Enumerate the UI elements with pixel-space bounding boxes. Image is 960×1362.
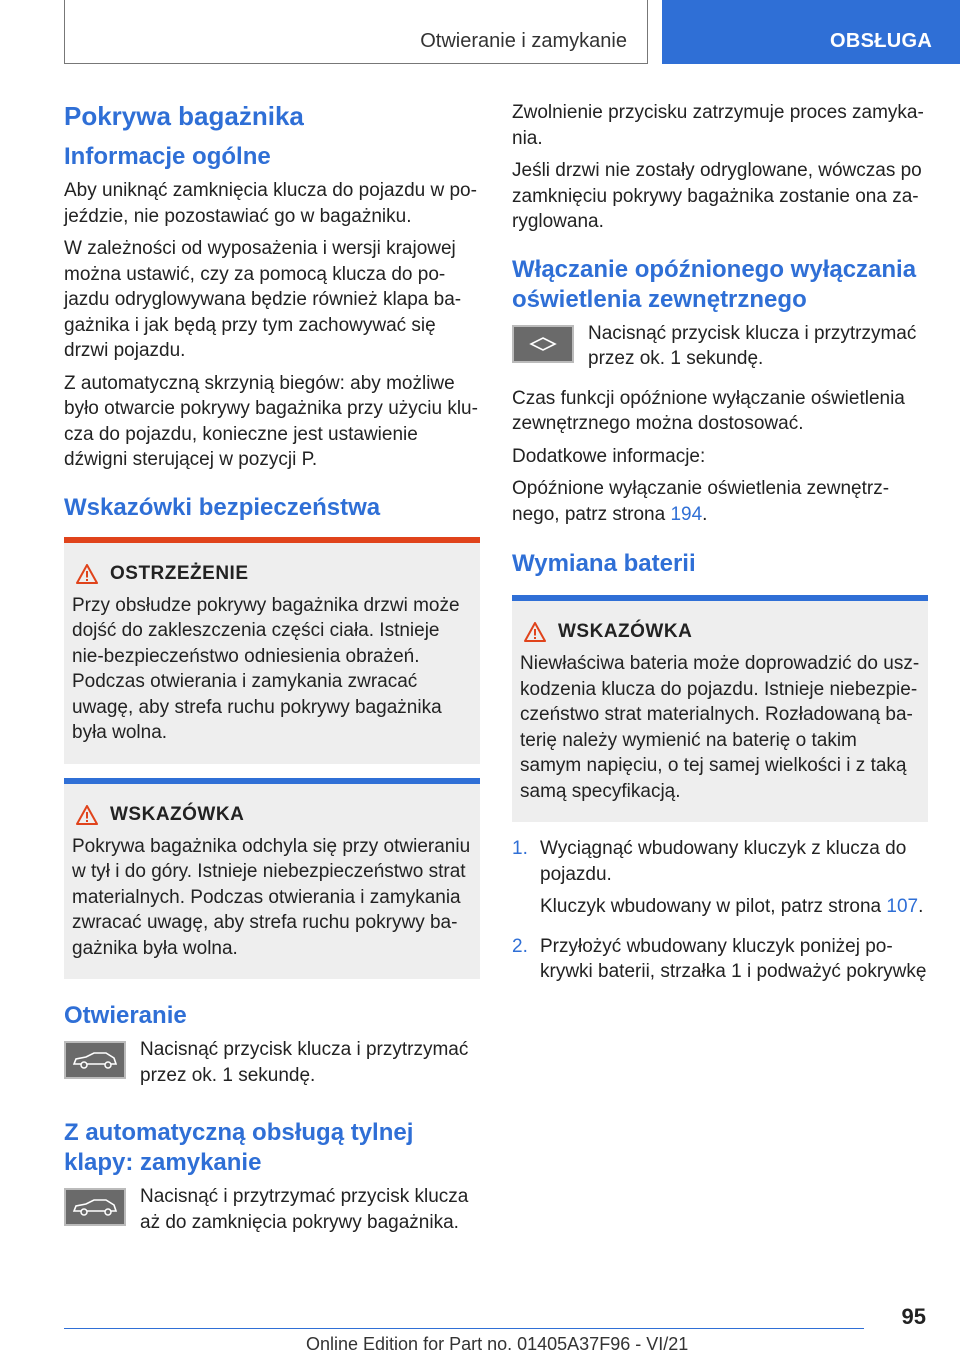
- header-chapter-label: OBSŁUGA: [830, 30, 933, 52]
- page-number: 95: [901, 1304, 926, 1329]
- page-title: Pokrywa bagażnika: [64, 101, 304, 131]
- battery-notice-title: WSKAZÓWKA: [558, 621, 693, 642]
- lighting-paragraph-1: Czas funkcji opóźnione wyłączanie oświetlenia zewnętrznego można dostosować.: [512, 387, 905, 434]
- right-column: [512, 100, 928, 999]
- header-box: [64, 0, 648, 64]
- general-paragraph-3: Z automatyczną skrzynią biegów: aby możliwe było otwarcie pokrywy bagażnika przy użyciu klu-cza do pojazdu, konieczne jest ustawienie dźwigni sterującej w pozycji P.: [64, 372, 478, 470]
- page-link-194[interactable]: 194: [670, 503, 703, 525]
- warning-box: [64, 537, 480, 764]
- step-text: Przyłożyć wbudowany kluczyk poniżej po-krywki baterii, strzałka 1 i podważyć pokrywkę: [540, 935, 927, 982]
- warning-title: OSTRZEŻENIE: [110, 562, 249, 584]
- page-link-107[interactable]: 107: [886, 896, 919, 917]
- open-instruction-text: Nacisnąć przycisk klucza i przytrzymać przez ok. 1 sekundę.: [140, 1039, 469, 1086]
- diamond-key-icon: [512, 325, 574, 363]
- notice-box: [64, 778, 480, 980]
- lighting-paragraph-3: [512, 476, 928, 527]
- left-column: [64, 100, 480, 1245]
- battery-notice-box: [512, 595, 928, 822]
- header-chapter-tab: [662, 0, 960, 64]
- car-trunk-key-icon: [64, 1188, 126, 1226]
- footer-divider: [64, 1328, 864, 1329]
- step-number: 2.: [512, 935, 528, 957]
- warning-triangle-icon: [76, 564, 98, 584]
- warning-triangle-icon: [76, 805, 98, 825]
- key-instruction-open: [64, 1037, 480, 1088]
- battery-steps-list: [512, 836, 928, 992]
- step-reference-end: .: [918, 896, 924, 917]
- auto-close-instruction-text: Nacisnąć i przytrzymać przycisk klucza aż do zamknięcia pokrywy bagażnika.: [140, 1186, 469, 1233]
- lighting-paragraph-2: Dodatkowe informacje:: [512, 445, 706, 467]
- general-paragraph-2: W zależności od wyposażenia i wersji krajowej można ustawić, czy za pomocą klucza do po-jazdu odryglowywana będzie również klapa ba-gażnika i jak będą przy tym zachowywać się drzwi pojazdu.: [64, 238, 462, 361]
- step-text: Wyciągnąć wbudowany kluczyk z klucza do pojazdu.: [540, 838, 907, 885]
- lighting-reference-end: .: [702, 503, 708, 525]
- key-instruction-close: [64, 1184, 480, 1235]
- heading-general: Informacje ogólne: [64, 143, 271, 170]
- lighting-instruction-text: Nacisnąć przycisk klucza i przytrzymać przez ok. 1 sekundę.: [588, 322, 917, 369]
- list-item: [512, 934, 928, 992]
- notice-title: WSKAZÓWKA: [110, 803, 245, 825]
- heading-safety: Wskazówki bezpieczeństwa: [64, 493, 381, 521]
- lighting-reference-text: Opóźnione wyłączanie oświetlenia zewnętrz-nego, patrz strona: [512, 478, 890, 525]
- warning-text: Przy obsłudze pokrywy bagażnika drzwi może dojść do zakleszczenia części ciała. Istnieje nie-bezpieczeństwo odniesienia obrażeń. Podczas otwierania i zamykania zwracać uwagę, aby strefa ruchu pokrywy bagażnika była wolna.: [72, 594, 460, 743]
- step-subtext: [540, 894, 928, 920]
- step-reference-text: Kluczyk wbudowany w pilot, patrz strona: [540, 896, 887, 917]
- footer-edition: Online Edition for Part no. 01405A37F96 - VI/21: [306, 1334, 689, 1354]
- warning-triangle-icon: [524, 622, 546, 642]
- battery-notice-text: Niewłaściwa bateria może doprowadzić do usz-kodzenia klucza do pojazdu. Istnieje niebezpie-czeństwo strat materialnych. Rozładowaną ba-terię należy wymienić na baterię o takim samym napięciu, o tej samej wielkości i z taką samą specyfikacją.: [520, 653, 920, 802]
- heading-lighting: Włączanie opóźnionego wyłączania oświetlenia zewnętrznego: [512, 255, 917, 313]
- key-instruction-lighting: [512, 321, 928, 372]
- header-section-title: Otwieranie i zamykanie: [420, 30, 627, 52]
- heading-battery: Wymiana baterii: [512, 550, 696, 577]
- closing-paragraph-1: Zwolnienie przycisku zatrzymuje proces zamyka-nia.: [512, 102, 924, 149]
- closing-paragraph-2: Jeśli drzwi nie zostały odryglowane, wówczas po zamknięciu pokrywy bagażnika zostanie ona za-ryglowana.: [512, 160, 922, 232]
- notice-text: Pokrywa bagażnika odchyla się przy otwieraniu w tył i do góry. Istnieje niebezpieczeństwo strat materialnych. Podczas otwierania i zamykania zwracać uwagę, aby strefa ruchu pokrywy ba-gażnika była wolna.: [72, 835, 471, 959]
- heading-auto-close: Z automatyczną obsługą tylnej klapy: zamykanie: [64, 1119, 414, 1176]
- step-number: 1.: [512, 838, 528, 859]
- list-item: [512, 836, 928, 927]
- heading-opening: Otwieranie: [64, 1002, 187, 1029]
- general-paragraph-1: Aby uniknąć zamknięcia klucza do pojazdu w po-jeździe, nie pozostawiać go w bagażniku.: [64, 180, 477, 227]
- car-trunk-key-icon: [64, 1041, 126, 1079]
